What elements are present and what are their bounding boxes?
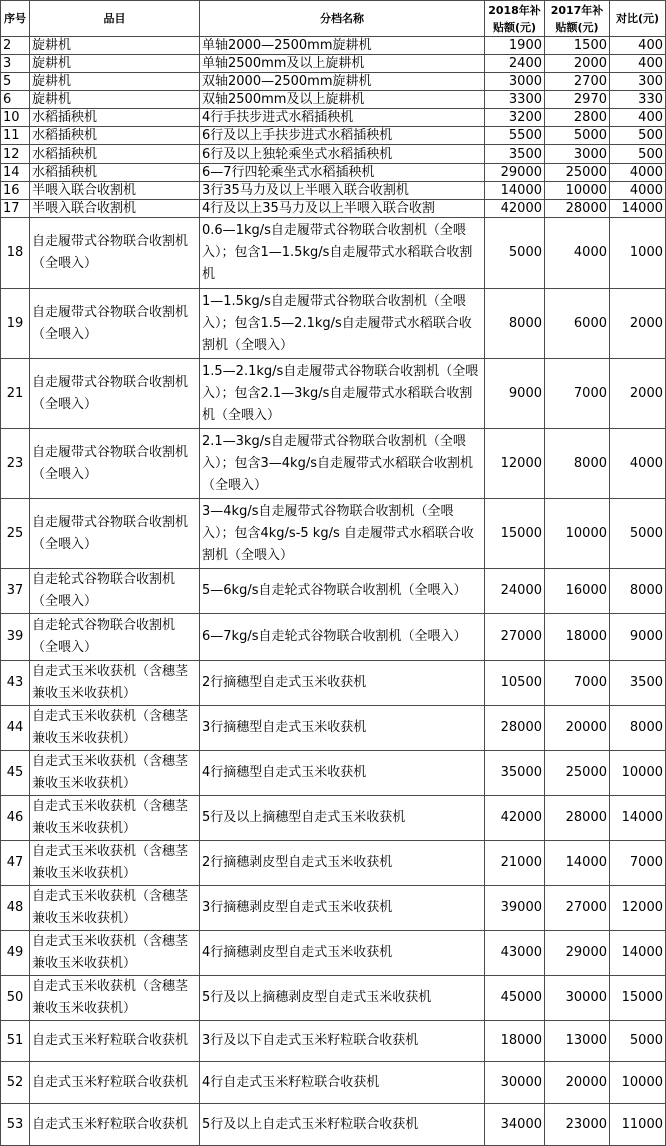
item-name: 自走式玉米收获机（含穗茎兼收玉米收获机） [30,886,200,931]
table-row [1,931,666,976]
table-row [1,429,666,499]
subsidy-2018: 24000 [485,569,545,614]
spec-name: 2行摘穗型自走式玉米收获机 [200,661,485,706]
subsidy-2018: 18000 [485,1021,545,1062]
table-row [1,1021,666,1062]
item-name: 自走式玉米收获机（含穗茎兼收玉米收获机） [30,661,200,706]
subsidy-2018: 5500 [485,127,545,145]
item-name: 半喂入联合收割机 [30,200,200,218]
header-row [1,1,666,37]
subsidy-2018: 29000 [485,164,545,182]
subsidy-2018: 8000 [485,289,545,359]
subsidy-2018: 5000 [485,218,545,289]
spec-name: 6行及以上手扶步进式水稻插秧机 [200,127,485,145]
table-body [1,37,666,1146]
spec-name: 6行及以上独轮乘坐式水稻插秧机 [200,145,485,164]
subsidy-2018: 43000 [485,931,545,976]
table-row [1,164,666,182]
row-number: 2 [1,37,30,55]
subsidy-2017: 20000 [545,1062,610,1104]
subsidy-2018: 15000 [485,499,545,569]
subsidy-difference: 10000 [610,751,666,796]
subsidy-2017: 2000 [545,55,610,73]
subsidy-2017: 2700 [545,73,610,91]
item-name: 自走式玉米收获机（含穗茎兼收玉米收获机） [30,976,200,1021]
row-number: 12 [1,145,30,164]
item-name: 自走履带式谷物联合收割机（全喂入） [30,289,200,359]
row-number: 21 [1,359,30,429]
row-number: 17 [1,200,30,218]
row-number: 49 [1,931,30,976]
row-number: 19 [1,289,30,359]
subsidy-difference: 3500 [610,661,666,706]
row-number: 50 [1,976,30,1021]
subsidy-2018: 34000 [485,1104,545,1146]
spec-name: 1.5—2.1kg/s自走履带式谷物联合收割机（全喂入）；包含2.1—3kg/s自走履带式水稻联合收割机（全喂入） [200,359,485,429]
subsidy-2017: 23000 [545,1104,610,1146]
subsidy-2018: 3300 [485,91,545,109]
item-name: 自走轮式谷物联合收割机（全喂入） [30,569,200,614]
spec-name: 3行摘穗剥皮型自走式玉米收获机 [200,886,485,931]
spec-name: 1—1.5kg/s自走履带式谷物联合收割机（全喂入）；包含1.5—2.1kg/s自走履带式水稻联合收割机（全喂入） [200,289,485,359]
spec-name: 0.6—1kg/s自走履带式谷物联合收割机（全喂入）；包含1—1.5kg/s自走履带式水稻联合收割机 [200,218,485,289]
table-row [1,706,666,751]
spec-name: 2.1—3kg/s自走履带式谷物联合收割机（全喂入）；包含3—4kg/s自走履带式水稻联合收割机（全喂入） [200,429,485,499]
subsidy-2017: 4000 [545,218,610,289]
subsidy-difference: 11000 [610,1104,666,1146]
subsidy-difference: 7000 [610,841,666,886]
subsidy-2018: 3000 [485,73,545,91]
subsidy-2018: 30000 [485,1062,545,1104]
subsidy-2017: 25000 [545,751,610,796]
row-number: 5 [1,73,30,91]
spec-name: 5行及以上自走式玉米籽粒联合收获机 [200,1104,485,1146]
subsidy-2017: 5000 [545,127,610,145]
subsidy-2018: 45000 [485,976,545,1021]
table-row [1,145,666,164]
item-name: 水稻插秧机 [30,145,200,164]
subsidy-2017: 13000 [545,1021,610,1062]
subsidy-difference: 14000 [610,931,666,976]
subsidy-difference: 400 [610,37,666,55]
subsidy-2017: 2800 [545,109,610,127]
table-row [1,359,666,429]
row-number: 37 [1,569,30,614]
spec-name: 4行手扶步进式水稻插秧机 [200,109,485,127]
table-row [1,91,666,109]
item-name: 自走式玉米收获机（含穗茎兼收玉米收获机） [30,841,200,886]
row-number: 44 [1,706,30,751]
table-row [1,886,666,931]
subsidy-2017: 30000 [545,976,610,1021]
item-name: 自走履带式谷物联合收割机（全喂入） [30,218,200,289]
row-number: 11 [1,127,30,145]
table-row [1,73,666,91]
header-spec: 分档名称 [200,1,485,37]
row-number: 47 [1,841,30,886]
subsidy-2017: 7000 [545,359,610,429]
subsidy-2017: 18000 [545,614,610,661]
subsidy-2017: 20000 [545,706,610,751]
spec-name: 3—4kg/s自走履带式谷物联合收割机（全喂入）；包含4kg/s-5 kg/s 自走履带式水稻联合收割机（全喂入） [200,499,485,569]
subsidy-2017: 16000 [545,569,610,614]
subsidy-2017: 1500 [545,37,610,55]
spec-name: 3行35马力及以上半喂入联合收割机 [200,182,485,200]
subsidy-difference: 1000 [610,218,666,289]
item-name: 水稻插秧机 [30,127,200,145]
spec-name: 双轴2500mm及以上旋耕机 [200,91,485,109]
table-row [1,1062,666,1104]
subsidy-2017: 2970 [545,91,610,109]
row-number: 46 [1,796,30,841]
subsidy-2018: 3500 [485,145,545,164]
table-row [1,37,666,55]
header-difference: 对比(元) [610,1,666,37]
item-name: 自走履带式谷物联合收割机（全喂入） [30,359,200,429]
item-name: 水稻插秧机 [30,164,200,182]
subsidy-2017: 10000 [545,182,610,200]
subsidy-difference: 4000 [610,182,666,200]
item-name: 自走式玉米籽粒联合收获机 [30,1021,200,1062]
subsidy-difference: 4000 [610,164,666,182]
subsidy-2017: 7000 [545,661,610,706]
row-number: 6 [1,91,30,109]
subsidy-difference: 10000 [610,1062,666,1104]
subsidy-2017: 28000 [545,796,610,841]
item-name: 自走式玉米收获机（含穗茎兼收玉米收获机） [30,931,200,976]
table-row [1,614,666,661]
subsidy-2018: 9000 [485,359,545,429]
item-name: 自走履带式谷物联合收割机（全喂入） [30,429,200,499]
spec-name: 4行摘穗型自走式玉米收获机 [200,751,485,796]
item-name: 自走式玉米收获机（含穗茎兼收玉米收获机） [30,751,200,796]
item-name: 旋耕机 [30,37,200,55]
spec-name: 2行摘穗剥皮型自走式玉米收获机 [200,841,485,886]
spec-name: 5—6kg/s自走轮式谷物联合收割机（全喂入） [200,569,485,614]
item-name: 自走式玉米收获机（含穗茎兼收玉米收获机） [30,796,200,841]
header-no: 序号 [1,1,30,37]
subsidy-difference: 8000 [610,569,666,614]
subsidy-2017: 10000 [545,499,610,569]
subsidy-difference: 2000 [610,359,666,429]
table-row [1,796,666,841]
row-number: 18 [1,218,30,289]
subsidy-difference: 400 [610,109,666,127]
item-name: 旋耕机 [30,91,200,109]
spec-name: 4行摘穗剥皮型自走式玉米收获机 [200,931,485,976]
subsidy-2017: 6000 [545,289,610,359]
subsidy-difference: 14000 [610,200,666,218]
table-row [1,218,666,289]
subsidy-difference: 4000 [610,429,666,499]
spec-name: 4行及以上35马力及以上半喂入联合收割 [200,200,485,218]
subsidy-2018: 28000 [485,706,545,751]
subsidy-2018: 10500 [485,661,545,706]
table-row [1,127,666,145]
table-row [1,55,666,73]
row-number: 10 [1,109,30,127]
item-name: 旋耕机 [30,73,200,91]
table-row [1,661,666,706]
row-number: 25 [1,499,30,569]
subsidy-2018: 21000 [485,841,545,886]
table-row [1,182,666,200]
row-number: 39 [1,614,30,661]
spec-name: 3行摘穗型自走式玉米收获机 [200,706,485,751]
subsidy-2017: 28000 [545,200,610,218]
item-name: 自走轮式谷物联合收割机（全喂入） [30,614,200,661]
subsidy-2017: 3000 [545,145,610,164]
subsidy-difference: 300 [610,73,666,91]
row-number: 52 [1,1062,30,1104]
subsidy-2017: 27000 [545,886,610,931]
subsidy-difference: 330 [610,91,666,109]
subsidy-difference: 400 [610,55,666,73]
row-number: 48 [1,886,30,931]
subsidy-2018: 1900 [485,37,545,55]
subsidy-difference: 8000 [610,706,666,751]
row-number: 16 [1,182,30,200]
row-number: 23 [1,429,30,499]
subsidy-difference: 9000 [610,614,666,661]
spec-name: 单轴2500mm及以上旋耕机 [200,55,485,73]
subsidy-2018: 3200 [485,109,545,127]
table-row [1,569,666,614]
item-name: 半喂入联合收割机 [30,182,200,200]
spec-name: 6—7行四轮乘坐式水稻插秧机 [200,164,485,182]
item-name: 自走式玉米籽粒联合收获机 [30,1062,200,1104]
item-name: 自走履带式谷物联合收割机（全喂入） [30,499,200,569]
header-2017-subsidy: 2017年补贴额(元) [545,1,610,37]
subsidy-2018: 35000 [485,751,545,796]
table-row [1,751,666,796]
row-number: 43 [1,661,30,706]
spec-name: 3行及以下自走式玉米籽粒联合收获机 [200,1021,485,1062]
spec-name: 单轴2000—2500mm旋耕机 [200,37,485,55]
row-number: 3 [1,55,30,73]
subsidy-2018: 42000 [485,796,545,841]
row-number: 51 [1,1021,30,1062]
item-name: 自走式玉米籽粒联合收获机 [30,1104,200,1146]
subsidy-difference: 500 [610,145,666,164]
subsidy-2017: 14000 [545,841,610,886]
subsidy-difference: 15000 [610,976,666,1021]
spec-name: 5行及以上摘穗型自走式玉米收获机 [200,796,485,841]
subsidy-2018: 42000 [485,200,545,218]
subsidy-2018: 39000 [485,886,545,931]
header-2018-subsidy: 2018年补贴额(元) [485,1,545,37]
subsidy-difference: 5000 [610,499,666,569]
subsidy-2018: 2400 [485,55,545,73]
item-name: 旋耕机 [30,55,200,73]
table-row [1,1104,666,1146]
spec-name: 5行及以上摘穗剥皮型自走式玉米收获机 [200,976,485,1021]
subsidy-difference: 14000 [610,796,666,841]
subsidy-2018: 14000 [485,182,545,200]
spec-name: 双轴2000—2500mm旋耕机 [200,73,485,91]
row-number: 14 [1,164,30,182]
subsidy-difference: 12000 [610,886,666,931]
subsidy-2017: 8000 [545,429,610,499]
table-row [1,976,666,1021]
subsidy-2017: 29000 [545,931,610,976]
spec-name: 6—7kg/s自走轮式谷物联合收割机（全喂入） [200,614,485,661]
subsidy-difference: 500 [610,127,666,145]
header-name: 品目 [30,1,200,37]
row-number: 45 [1,751,30,796]
subsidy-2018: 27000 [485,614,545,661]
item-name: 自走式玉米收获机（含穗茎兼收玉米收获机） [30,706,200,751]
table-row [1,289,666,359]
subsidy-2018: 12000 [485,429,545,499]
table-row [1,200,666,218]
table-row [1,841,666,886]
item-name: 水稻插秧机 [30,109,200,127]
row-number: 53 [1,1104,30,1146]
spec-name: 4行自走式玉米籽粒联合收获机 [200,1062,485,1104]
subsidy-difference: 2000 [610,289,666,359]
table-row [1,499,666,569]
subsidy-difference: 5000 [610,1021,666,1062]
table-row [1,109,666,127]
subsidy-2017: 25000 [545,164,610,182]
